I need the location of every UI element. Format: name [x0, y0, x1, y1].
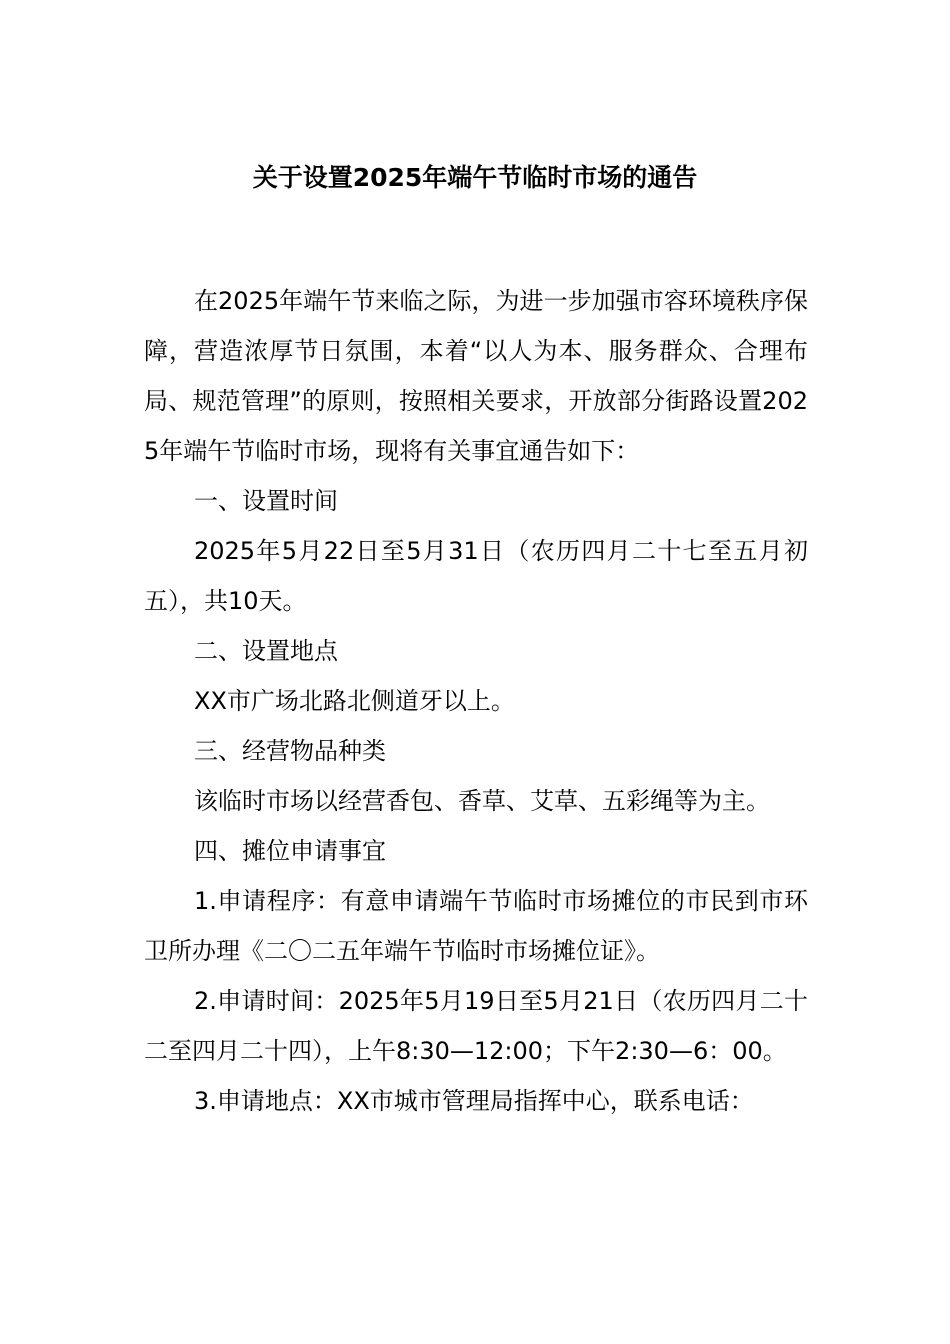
application-time-paragraph: 2.申请时间：2025年5月19日至5月21日（农历四月二十二至四月二十四），上午8:30—12:00；下午2:30—6：00。 — [144, 987, 808, 1065]
intro-paragraph: 在2025年端午节来临之际，为进一步加强市容环境秩序保障，营造浓厚节日氛围，本着“以人为本、服务群众、合理布局、规范管理”的原则，按照相关要求，开放部分街路设置2025年端午节临时市场，现将有关事宜通告如下： — [144, 287, 808, 465]
time-paragraph: 2025年5月22日至5月31日（农历四月二十七至五月初五），共10天。 — [144, 537, 808, 615]
section-heading-location: 二、设置地点 — [194, 637, 338, 665]
goods-paragraph: 该临时市场以经营香包、香草、艾草、五彩绳等为主。 — [194, 787, 770, 815]
section-heading-time: 一、设置时间 — [194, 487, 338, 515]
section-heading-application: 四、摊位申请事宜 — [194, 837, 386, 865]
application-procedure-paragraph: 1.申请程序：有意申请端午节临时市场摊位的市民到市环卫所办理《二〇二五年端午节临时市场摊位证》。 — [144, 887, 808, 965]
document-title: 关于设置2025年端午节临时市场的通告 — [252, 163, 698, 192]
application-location-paragraph: 3.申请地点：XX市城市管理局指挥中心，联系电话： — [194, 1087, 754, 1115]
section-heading-goods: 三、经营物品种类 — [194, 737, 386, 765]
document-body — [144, 276, 808, 1126]
location-paragraph: XX市广场北路北侧道牙以上。 — [194, 687, 515, 715]
